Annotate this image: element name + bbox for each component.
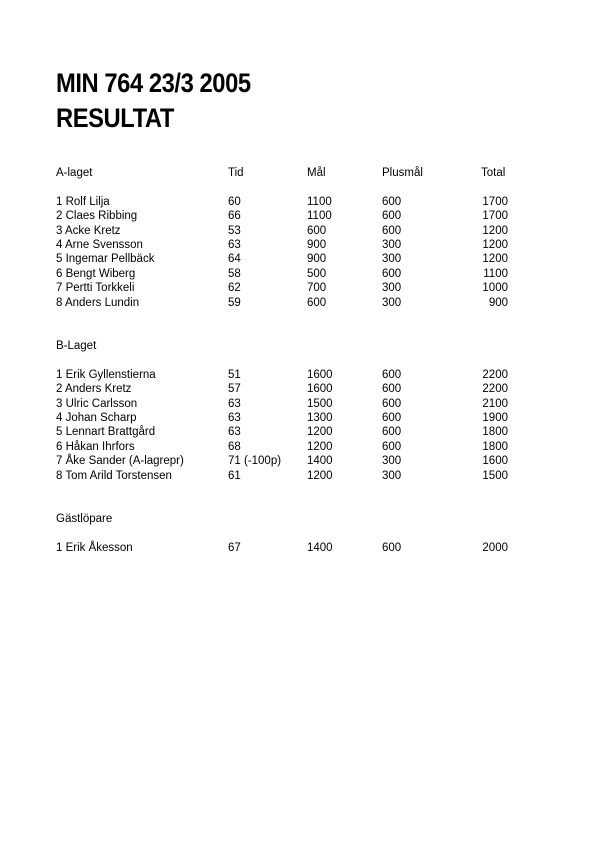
cell-total: 1800	[482, 440, 508, 453]
runner-name: 1 Erik Åkesson	[56, 541, 133, 554]
cell-tid: 59	[228, 296, 241, 309]
table-row	[56, 541, 536, 555]
cell-mal: 700	[307, 282, 327, 295]
runner-name: 6 Håkan Ihrfors	[56, 440, 135, 453]
title-line-results: RESULTAT	[56, 103, 174, 133]
runner-name: 8 Anders Lundin	[56, 296, 140, 309]
cell-plusmal: 600	[382, 440, 402, 453]
cell-tid: 63	[228, 397, 241, 410]
cell-plusmal: 300	[382, 238, 402, 251]
cell-tid: 66	[228, 210, 241, 223]
cell-mal: 500	[307, 267, 327, 280]
section-b-laget	[56, 339, 536, 483]
cell-mal: 1300	[307, 411, 333, 424]
cell-total: 2100	[482, 397, 508, 410]
cell-mal: 1400	[307, 455, 333, 468]
table-row	[56, 296, 536, 310]
table-row	[56, 281, 536, 295]
title-line-event: MIN 764 23/3 2005	[56, 68, 251, 98]
cell-tid: 51	[228, 368, 241, 381]
table-row	[56, 368, 536, 382]
runner-name: 4 Johan Scharp	[56, 411, 137, 424]
cell-tid: 63	[228, 238, 241, 251]
cell-total: 1800	[482, 426, 508, 439]
cell-total: 1600	[482, 455, 508, 468]
cell-tid: 62	[228, 282, 241, 295]
cell-tid: 64	[228, 253, 241, 266]
cell-total: 1200	[482, 224, 508, 237]
cell-tid: 57	[228, 383, 241, 396]
cell-tid: 61	[228, 469, 241, 482]
cell-mal: 1600	[307, 383, 333, 396]
cell-total: 1500	[482, 469, 508, 482]
runner-name: 3 Acke Kretz	[56, 224, 121, 237]
cell-plusmal: 600	[382, 541, 402, 554]
runner-name: 7 Pertti Torkkeli	[56, 282, 135, 295]
section-heading: Gästlöpare	[56, 513, 113, 525]
cell-total: 1700	[482, 195, 508, 208]
runner-name: 6 Bengt Wiberg	[56, 267, 136, 280]
runner-name: 7 Åke Sander (A-lagrepr)	[56, 455, 184, 468]
cell-plusmal: 600	[382, 210, 402, 223]
table-row	[56, 238, 536, 252]
runner-name: 2 Anders Kretz	[56, 383, 132, 396]
cell-plusmal: 600	[382, 411, 402, 424]
cell-plusmal: 600	[382, 426, 402, 439]
table-row	[56, 411, 536, 425]
column-header-mal: Mål	[307, 167, 326, 179]
table-row	[56, 267, 536, 281]
runner-name: 3 Ulric Carlsson	[56, 397, 138, 410]
cell-plusmal: 600	[382, 368, 402, 381]
table-row	[56, 440, 536, 454]
cell-mal: 1500	[307, 397, 333, 410]
runner-name: 1 Erik Gyllenstierna	[56, 368, 156, 381]
section-a-laget	[56, 166, 536, 310]
runner-name: 5 Lennart Brattgård	[56, 426, 156, 439]
cell-total: 2000	[482, 541, 508, 554]
header-row	[56, 512, 536, 526]
table-row	[56, 469, 536, 483]
cell-plusmal: 300	[382, 282, 402, 295]
cell-plusmal: 300	[382, 296, 402, 309]
cell-tid: 71 (-100p)	[228, 455, 282, 468]
cell-mal: 1600	[307, 368, 333, 381]
table-row	[56, 224, 536, 238]
cell-tid: 53	[228, 224, 241, 237]
cell-plusmal: 600	[382, 224, 402, 237]
column-header-total: Total	[481, 167, 506, 179]
cell-plusmal: 600	[382, 267, 402, 280]
cell-tid: 63	[228, 411, 241, 424]
cell-total: 1000	[482, 282, 508, 295]
runner-name: 1 Rolf Lilja	[56, 195, 110, 208]
table-row	[56, 454, 536, 468]
cell-mal: 900	[307, 238, 327, 251]
table-row	[56, 252, 536, 266]
cell-total: 1900	[482, 411, 508, 424]
cell-plusmal: 600	[382, 383, 402, 396]
column-header-plusmal: Plusmål	[382, 167, 423, 179]
header-row	[56, 166, 536, 180]
section-heading: A-laget	[56, 167, 93, 179]
cell-tid: 58	[228, 267, 241, 280]
cell-total: 1200	[482, 253, 508, 266]
cell-tid: 67	[228, 541, 241, 554]
cell-mal: 600	[307, 296, 327, 309]
cell-total: 2200	[482, 383, 508, 396]
cell-tid: 63	[228, 426, 241, 439]
runner-name: 8 Tom Arild Torstensen	[56, 469, 172, 482]
cell-plusmal: 300	[382, 455, 402, 468]
cell-total: 1200	[482, 238, 508, 251]
cell-mal: 1200	[307, 440, 333, 453]
cell-total: 900	[488, 296, 508, 309]
runner-name: 5 Ingemar Pellbäck	[56, 253, 155, 266]
table-row	[56, 397, 536, 411]
cell-total: 1100	[483, 267, 508, 280]
cell-mal: 1200	[307, 426, 333, 439]
table-row	[56, 209, 536, 223]
cell-mal: 900	[307, 253, 327, 266]
table-row	[56, 382, 536, 396]
cell-total: 1700	[482, 210, 508, 223]
cell-total: 2200	[482, 368, 508, 381]
section-gastlopare	[56, 512, 536, 555]
page-title	[56, 66, 251, 136]
section-heading: B-Laget	[56, 340, 97, 352]
table-row	[56, 195, 536, 209]
table-row	[56, 425, 536, 439]
cell-tid: 60	[228, 195, 241, 208]
cell-mal: 1200	[307, 469, 333, 482]
cell-mal: 1100	[307, 195, 332, 208]
cell-mal: 600	[307, 224, 327, 237]
runner-name: 2 Claes Ribbing	[56, 210, 138, 223]
cell-mal: 1100	[307, 210, 332, 223]
runner-name: 4 Arne Svensson	[56, 238, 143, 251]
cell-plusmal: 600	[382, 195, 402, 208]
header-row	[56, 339, 536, 353]
column-header-tid: Tid	[228, 167, 244, 179]
cell-plusmal: 300	[382, 253, 402, 266]
cell-plusmal: 600	[382, 397, 402, 410]
cell-plusmal: 300	[382, 469, 402, 482]
cell-mal: 1400	[307, 541, 333, 554]
cell-tid: 68	[228, 440, 241, 453]
